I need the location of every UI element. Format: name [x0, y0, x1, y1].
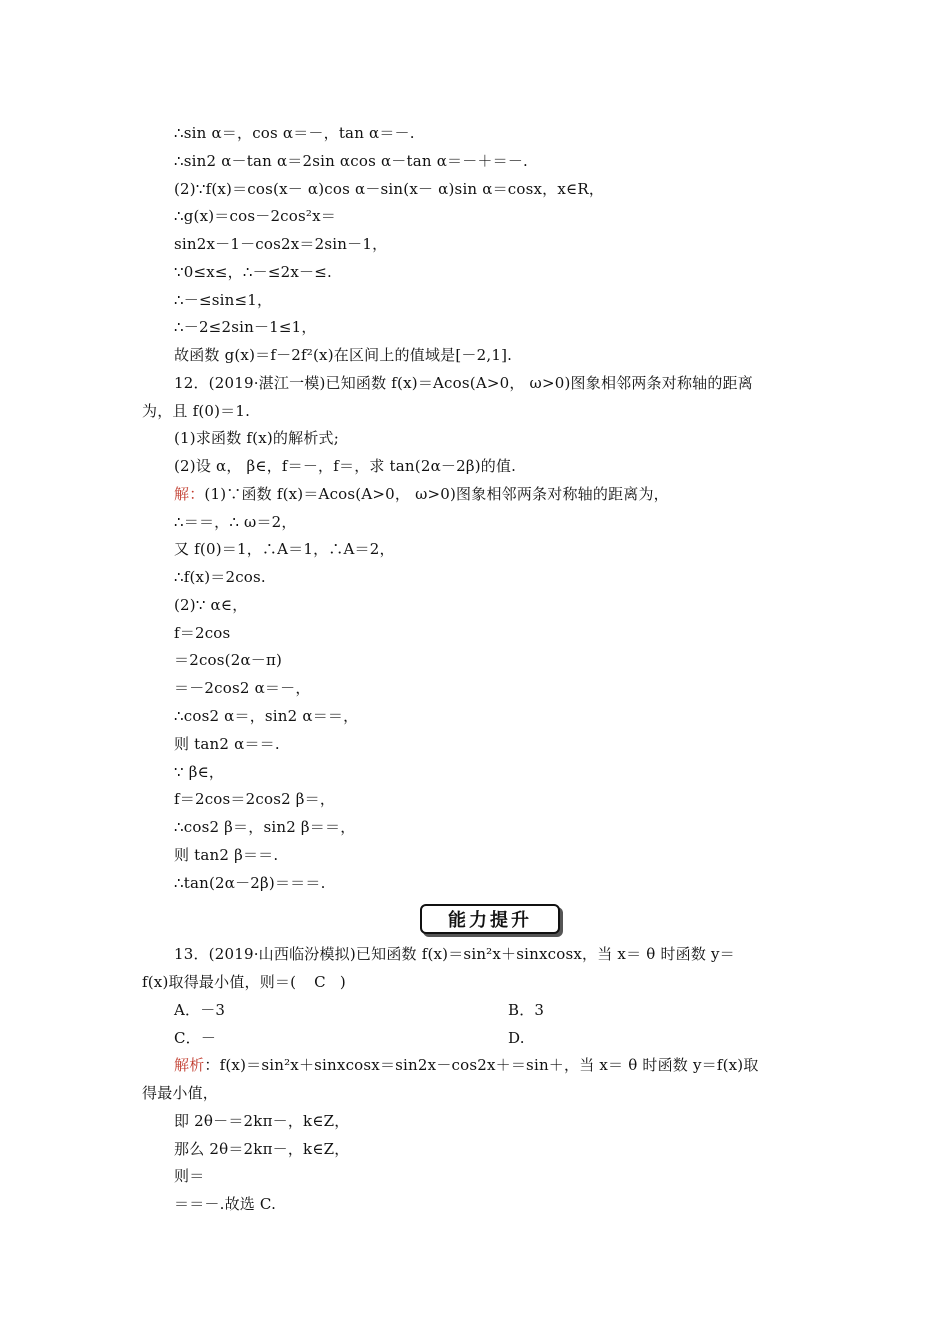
- text-line: ∴sin α＝，cos α＝－，tan α＝－.: [174, 124, 415, 142]
- question-12: 12．(2019·湛江一模)已知函数 f(x)＝Acos(A>0， ω>0)图象相邻两条对称轴的距离: [174, 374, 753, 392]
- text-line: f＝2cos＝2cos2 β＝，: [174, 790, 336, 808]
- text-line: 为，且 f(0)＝1.: [142, 402, 251, 420]
- answer-choice: C: [314, 973, 326, 991]
- text-line: ∴－2≤2sin－1≤1，: [174, 318, 317, 336]
- text-line: 得最小值，: [142, 1084, 219, 1102]
- banner-title: 能力提升: [420, 904, 560, 934]
- text-line: 那么 2θ＝2kπ－，k∈Z，: [174, 1140, 350, 1158]
- text-line: (2)∵f(x)＝cos(x－ α)cos α－sin(x－ α)sin α＝cosx，x∈R，: [174, 180, 605, 198]
- text-line: ＝＝－.故选 C.: [174, 1195, 277, 1213]
- analysis-line: [174, 1055, 759, 1075]
- text-line: 故函数 g(x)＝f－2f²(x)在区间上的值域是[－2,1].: [174, 346, 513, 364]
- text-line: ∵ β∈，: [174, 763, 225, 781]
- text-line: 则 tan2 β＝＝.: [174, 846, 279, 864]
- text-line: ∴－≤sin≤1，: [174, 291, 273, 309]
- section-banner: [420, 904, 562, 936]
- text-line: ∴＝＝，∴ ω＝2，: [174, 513, 297, 531]
- text-line: ∴tan(2α－2β)＝＝＝.: [174, 874, 326, 892]
- text-line: ∵0≤x≤，∴－≤2x－≤.: [174, 263, 332, 281]
- text-line: (2)设 α， β∈，f＝－，f＝，求 tan(2α－2β)的值.: [174, 457, 517, 475]
- text-line: ∴cos2 α＝，sin2 α＝＝，: [174, 707, 359, 725]
- question-13: 13．(2019·山西临汾模拟)已知函数 f(x)＝sin²x＋sinxcosx，当 x＝ θ 时函数 y＝: [174, 945, 735, 963]
- text-line: [142, 972, 346, 992]
- option-c: C．－: [174, 1029, 217, 1047]
- analysis-text: ：f(x)＝sin²x＋sinxcosx＝sin2x－cos2x＋＝sin＋，当 x＝ θ 时函数 y＝f(x)取: [204, 1056, 759, 1074]
- question-tail: f(x)取得最小值，则＝(: [142, 973, 297, 991]
- solution-text: (1)∵函数 f(x)＝Acos(A>0， ω>0)图象相邻两条对称轴的距离为，: [204, 485, 669, 503]
- text-line: ＝－2cos2 α＝－，: [174, 679, 311, 697]
- option-b: B．3: [508, 1001, 545, 1019]
- text-line: 则＝: [174, 1167, 205, 1185]
- analysis-label: 解析: [174, 1056, 205, 1074]
- text-line: f＝2cos: [174, 624, 231, 642]
- text-line: ∴g(x)＝cos－2cos²x＝: [174, 207, 336, 225]
- answer-bracket: ): [339, 973, 346, 991]
- text-line: 即 2θ－＝2kπ－，k∈Z，: [174, 1112, 350, 1130]
- text-line: 则 tan2 α＝＝.: [174, 735, 280, 753]
- text-line: 又 f(0)＝1，∴A＝1，∴A＝2，: [174, 540, 395, 558]
- text-line: (2)∵ α∈，: [174, 596, 248, 614]
- text-line: ∴cos2 β＝，sin2 β＝＝，: [174, 818, 356, 836]
- text-line: ＝2cos(2α－π): [174, 651, 283, 669]
- option-d: D.: [508, 1029, 525, 1047]
- text-line: (1)求函数 f(x)的解析式;: [174, 429, 339, 447]
- option-a: A．－3: [174, 1001, 226, 1019]
- solution-line: [174, 484, 669, 504]
- text-line: ∴f(x)＝2cos.: [174, 568, 266, 586]
- text-line: ∴sin2 α－tan α＝2sin αcos α－tan α＝－＋＝－.: [174, 152, 528, 170]
- text-line: sin2x－1－cos2x＝2sin－1，: [174, 235, 388, 253]
- solution-label: 解：: [174, 485, 205, 503]
